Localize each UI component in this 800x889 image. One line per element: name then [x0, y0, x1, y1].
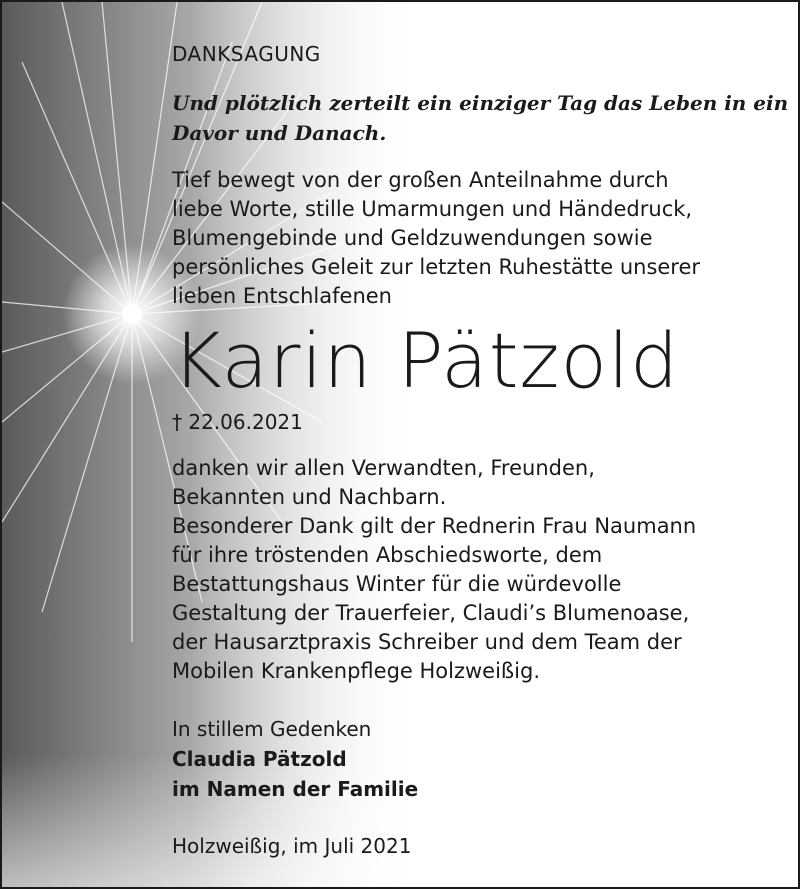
signer-name: Claudia Pätzold — [172, 747, 347, 771]
signature-block — [172, 714, 418, 804]
intro-line: lieben Entschlafenen — [172, 284, 392, 308]
motto-quote — [172, 88, 789, 148]
notice-heading: DANKSAGUNG — [172, 42, 321, 66]
thanks-line: Bekannten und Nachbarn. — [172, 485, 447, 509]
motto-line: Davor und Danach. — [172, 121, 387, 145]
thanks-paragraph — [172, 454, 792, 686]
intro-line: Blumengebinde und Geldzuwendungen sowie — [172, 226, 653, 250]
intro-paragraph — [172, 166, 792, 311]
motto-line: Und plötzlich zerteilt ein einziger Tag das Leben in ein — [172, 91, 789, 115]
thanks-line: der Hausarztpraxis Schreiber und dem Team der — [172, 630, 682, 654]
thanks-line: danken wir allen Verwandten, Freunden, — [172, 456, 595, 480]
signer-note: im Namen der Familie — [172, 777, 419, 801]
thanks-line: Besonderer Dank gilt der Rednerin Frau Naumann — [172, 514, 697, 538]
death-date: † 22.06.2021 — [172, 410, 303, 434]
place-and-date: Holzweißig, im Juli 2021 — [172, 834, 412, 858]
intro-line: Tief bewegt von der großen Anteilnahme durch — [172, 168, 669, 192]
thanks-line: Bestattungshaus Winter für die würdevolle — [172, 572, 622, 596]
deceased-name: Karin Pätzold — [172, 316, 680, 405]
intro-line: liebe Worte, stille Umarmungen und Händedruck, — [172, 197, 693, 221]
thanks-line: Gestaltung der Trauerfeier, Claudi’s Blumenoase, — [172, 601, 690, 625]
closing-phrase: In stillem Gedenken — [172, 717, 372, 741]
thanks-line: Mobilen Krankenpflege Holzweißig. — [172, 659, 540, 683]
intro-line: persönliches Geleit zur letzten Ruhestätte unserer — [172, 255, 701, 279]
thanks-line: für ihre tröstenden Abschiedsworte, dem — [172, 543, 603, 567]
